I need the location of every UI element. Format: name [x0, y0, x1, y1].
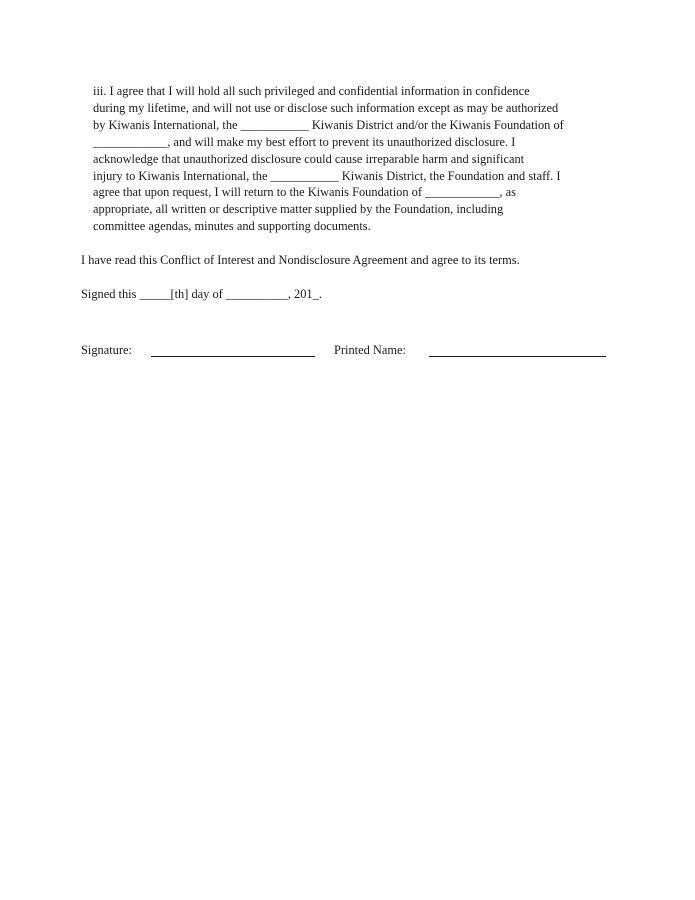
- paragraph-line: appropriate, all written or descriptive matter supplied by the Foundation, including: [93, 202, 504, 217]
- paragraph-line: acknowledge that unauthorized disclosure could cause irreparable harm and significant: [93, 151, 525, 166]
- signature-field[interactable]: [151, 356, 315, 357]
- paragraph-iii: [93, 83, 623, 235]
- paragraph-line: agree that upon request, I will return to the Kiwanis Foundation of ____________, as: [93, 185, 516, 200]
- printed-name-label: Printed Name:: [334, 343, 406, 357]
- signed-date-line: Signed this _____[th] day of __________, 201_.: [81, 287, 322, 301]
- printed-name-field[interactable]: [429, 356, 606, 357]
- paragraph-line: by Kiwanis International, the ___________ Kiwanis District and/or the Kiwanis Foundation of: [93, 117, 564, 132]
- paragraph-line: committee agendas, minutes and supporting documents.: [93, 219, 371, 234]
- paragraph-line: iii. I agree that I will hold all such privileged and confidential information in confidence: [93, 84, 530, 98]
- paragraph-line: during my lifetime, and will not use or disclose such information except as may be authorized: [93, 100, 559, 115]
- paragraph-line: ____________, and will make my best effort to prevent its unauthorized disclosure. I: [93, 134, 516, 149]
- paragraph-line: injury to Kiwanis International, the ___________ Kiwanis District, the Foundation and staff. I: [93, 168, 561, 183]
- agreement-statement: I have read this Conflict of Interest and Nondisclosure Agreement and agree to its terms.: [81, 253, 520, 267]
- signature-label: Signature:: [81, 343, 132, 357]
